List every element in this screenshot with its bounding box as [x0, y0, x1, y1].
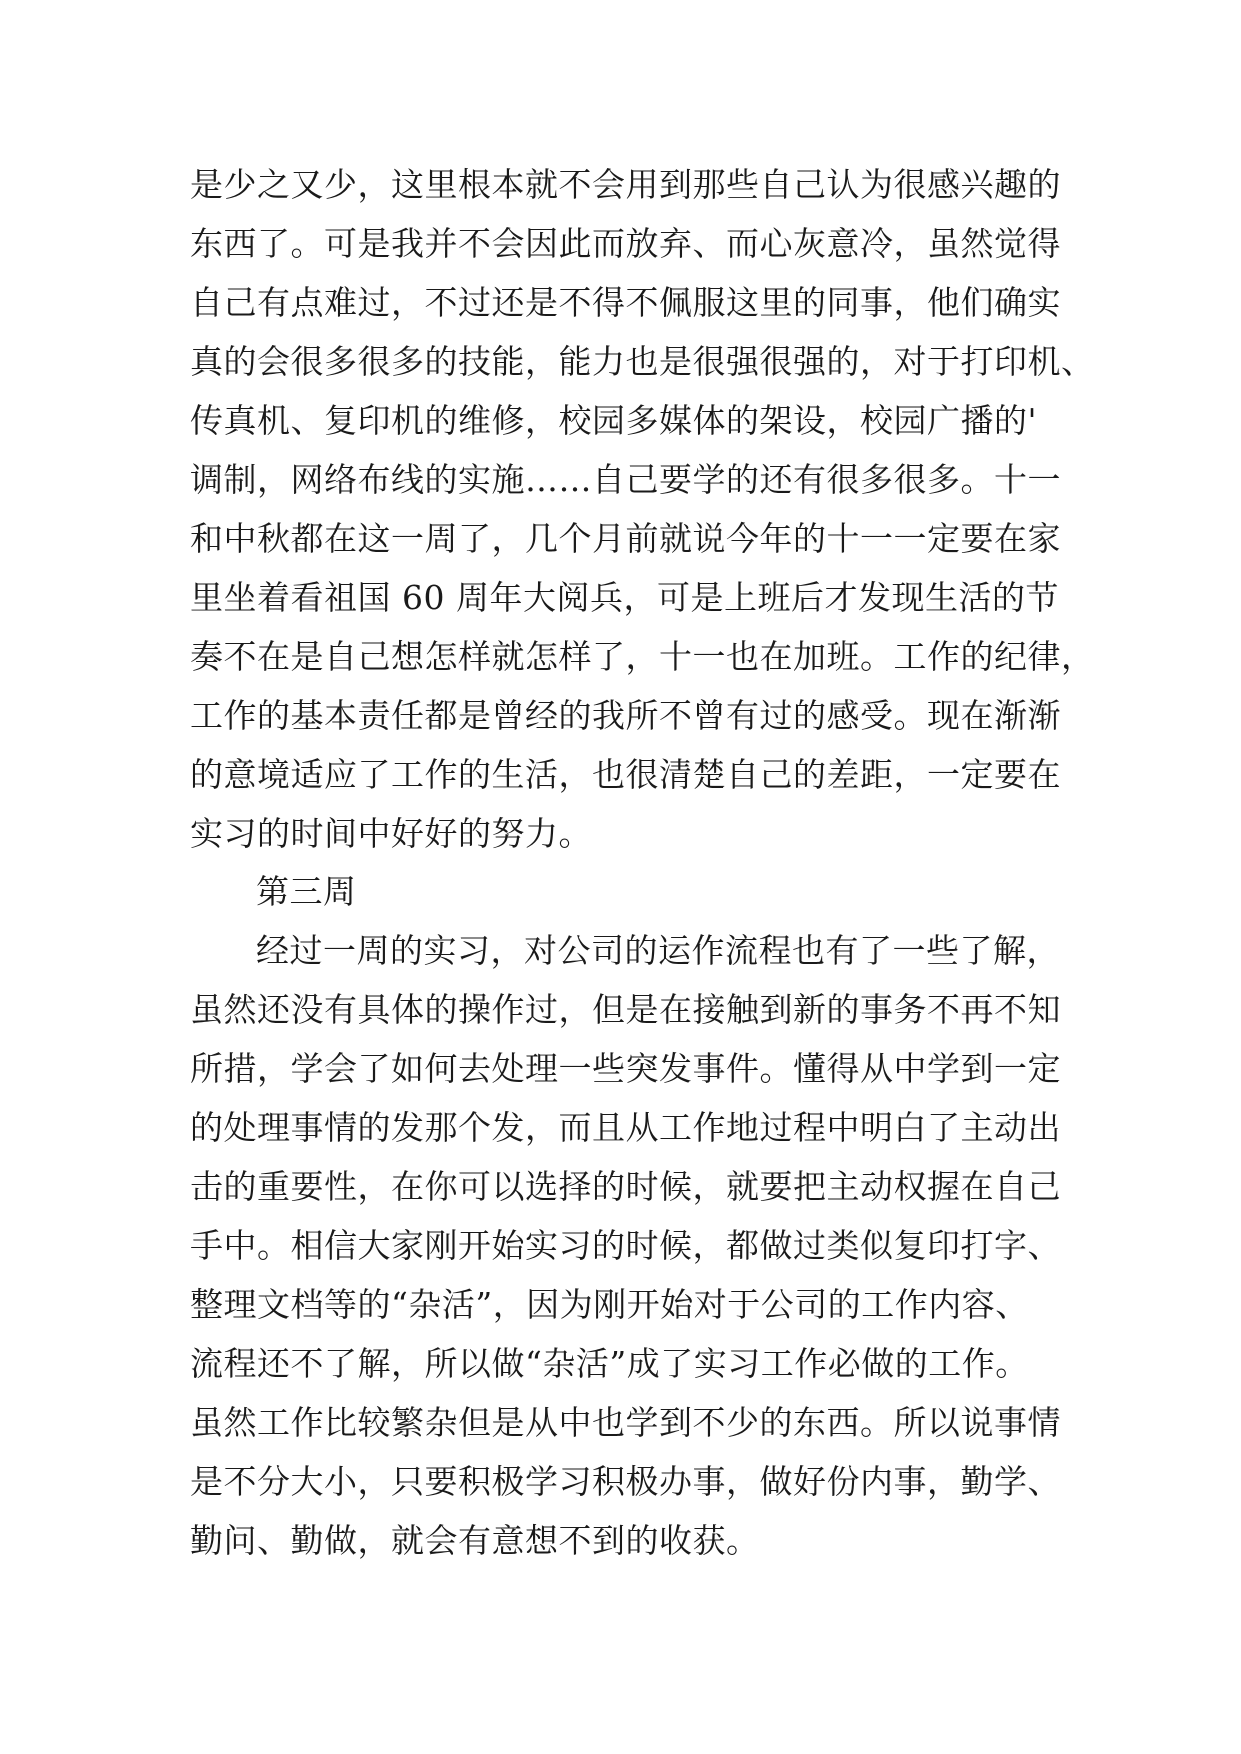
- text-line: 经过一周的实习，对公司的运作流程也有了一些了解，: [256, 931, 1060, 970]
- text-line: 奏不在是自己想怎样就怎样了，十一也在加班。工作的纪律，: [190, 637, 1095, 676]
- text-line: 的处理事情的发那个发，而且从工作地过程中明白了主动出: [190, 1108, 1061, 1147]
- text-line: 自己有点难过，不过还是不得不佩服这里的同事，他们确实: [190, 283, 1061, 322]
- text-line: 虽然工作比较繁杂但是从中也学到不少的东西。所以说事情: [190, 1403, 1061, 1442]
- text-line: 流程还不了解，所以做“杂活”成了实习工作必做的工作。: [190, 1344, 1029, 1383]
- text-line: 真的会很多很多的技能，能力也是很强很强的，对于打印机、: [190, 342, 1095, 381]
- text-line: 手中。相信大家刚开始实习的时候，都做过类似复印打字、: [190, 1226, 1061, 1265]
- text-line: 里坐着看祖国 60 周年大阅兵，可是上班后才发现生活的节: [190, 578, 1059, 617]
- text-line: 和中秋都在这一周了，几个月前就说今年的十一一定要在家: [190, 519, 1061, 558]
- text-line: 东西了。可是我并不会因此而放弃、而心灰意冷，虽然觉得: [190, 224, 1061, 263]
- text-line: 工作的基本责任都是曾经的我所不曾有过的感受。现在渐渐: [190, 696, 1061, 735]
- text-line: 传真机、复印机的维修，校园多媒体的架设，校园广播的': [190, 401, 1038, 440]
- text-line: 虽然还没有具体的操作过，但是在接触到新的事务不再不知: [190, 990, 1061, 1029]
- text-line: 的意境适应了工作的生活，也很清楚自己的差距，一定要在: [190, 755, 1061, 794]
- text-line: 击的重要性，在你可以选择的时候，就要把主动权握在自己: [190, 1167, 1061, 1206]
- text-line: 调制，网络布线的实施……自己要学的还有很多很多。十一: [190, 460, 1061, 499]
- text-line: 勤问、勤做，就会有意想不到的收获。: [190, 1521, 760, 1560]
- text-line: 是不分大小，只要积极学习积极办事，做好份内事，勤学、: [190, 1462, 1061, 1501]
- text-line: 整理文档等的“杂活”，因为刚开始对于公司的工作内容、: [190, 1285, 1029, 1324]
- section-week-three: [190, 862, 1070, 1570]
- text-line: 所措，学会了如何去处理一些突发事件。懂得从中学到一定: [190, 1049, 1061, 1088]
- text-line: 是少之又少，这里根本就不会用到那些自己认为很感兴趣的: [190, 165, 1061, 204]
- text-line: 实习的时间中好好的努力。: [190, 814, 592, 853]
- paragraph-continued: [190, 155, 1095, 863]
- section-heading: 第三周: [256, 872, 357, 911]
